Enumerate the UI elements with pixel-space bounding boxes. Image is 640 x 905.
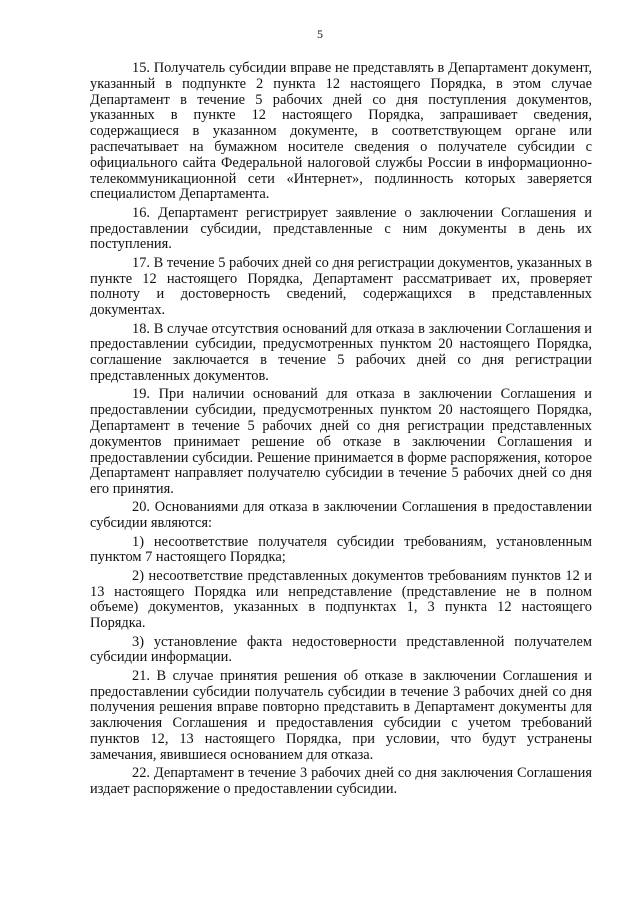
paragraph-18: 18. В случае отсутствия оснований для отказа в заключении Соглашения и предоставлении субсидии, предусмотренных пунктом 20 настоящего Порядка, соглашение заключается в течение 5 рабочих дней со дня регистрации представленных документов. [90,320,592,384]
paragraph-16: 16. Департамент регистрирует заявление о заключении Соглашения и предоставлении субсидии, представленные с ним документы в день их поступления. [90,204,592,253]
paragraph-21: 21. В случае принятия решения об отказе в заключении Соглашения и предоставлении субсидии получатель субсидии в течение 3 рабочих дней со дня получения решения вправе повторно представить в Департамент документы для заключения Соглашения и предоставления субсидии с учетом требований пунктов 12, 13 настоящего Порядка, при условии, что будут устранены замечания, явившиеся основанием для отказа. [90,667,592,763]
document-body [90,61,592,800]
paragraph-20: 20. Основаниями для отказа в заключении Соглашения в предоставлении субсидии являются: [90,499,592,532]
subitem-2: 2) несоответствие представленных документов требованиям пунктов 12 и 13 настоящего Порядка или непредставление (представление не в полном объеме) документов, указанных в подпунктах 1, 3 пункта 12 настоящего Порядка. [90,567,592,632]
paragraph-19: 19. При наличии оснований для отказа в заключении Соглашения и предоставлении субсидии, предусмотренных пунктом 20 настоящего Порядка, Департамент в течение 5 рабочих дней со дня регистрации представленных документов принимает решение об отказе в заключении Соглашения и предоставлении субсидии. Решение принимается в форме распоряжения, которое Департамент направляет получателю субсидии в течение 5 рабочих дней со дня его принятия. [90,386,592,498]
paragraph-17: 17. В течение 5 рабочих дней со дня регистрации документов, указанных в пункте 12 настоящего Порядка, Департамент рассматривает их, проверяет полноту и достоверность сведений, содержащихся в представленных документах. [90,254,592,319]
subitem-3: 3) установление факта недостоверности представленной получателем субсидии информации. [90,633,592,666]
paragraph-22: 22. Департамент в течение 3 рабочих дней со дня заключения Соглашения издает распоряжение о предоставлении субсидии. [90,765,592,797]
page-number: 5 [317,27,323,41]
subitem-1: 1) несоответствие получателя субсидии требованиям, установленным пунктом 7 настоящего Порядка; [90,533,592,566]
paragraph-15: 15. Получатель субсидии вправе не представлять в Департамент документ, указанный в подпункте 2 пункта 12 настоящего Порядка, в этом случае Департамент в течение 5 рабочих дней со дня поступления документов, указанных в пункте 12 настоящего Порядка, запрашивает сведения, содержащиеся в указанном документе, в соответствующем органе или распечатывает на бумажном носителе сведения о получателе субсидии с официального сайта Федеральной налоговой службы России в информационно-телекоммуникационной сети «Интернет», подлинность которых заверяется специалистом Департамента. [90,60,592,203]
